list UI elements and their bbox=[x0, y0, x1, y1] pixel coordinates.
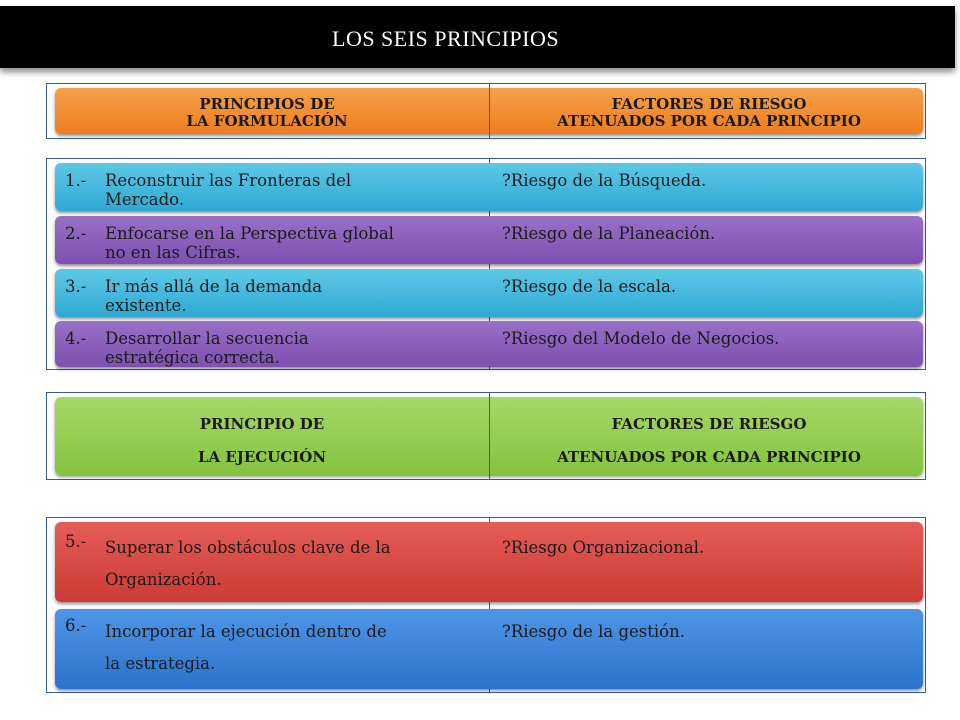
formulation-header-table bbox=[46, 83, 926, 139]
row-number: 4.- bbox=[65, 329, 87, 348]
formulation-header-right: FACTORES DE RIESGO ATENUADOS POR CADA PRINCIPIO bbox=[557, 95, 861, 130]
principle-text: Reconstruir las Fronteras del Mercado. bbox=[105, 171, 352, 209]
risk-text: ?Riesgo de la Búsqueda. bbox=[502, 171, 707, 190]
execution-header-table bbox=[46, 392, 926, 480]
title-bar bbox=[0, 6, 955, 68]
page-title: LOS SEIS PRINCIPIOS bbox=[332, 26, 560, 51]
row-number: 5.- bbox=[65, 532, 87, 551]
principle-text: Desarrollar la secuencia estratégica correcta. bbox=[105, 329, 309, 367]
row-number: 1.- bbox=[65, 171, 87, 190]
row-number: 2.- bbox=[65, 224, 87, 243]
principle-text: Enfocarse en la Perspectiva global no en las Cifras. bbox=[105, 224, 394, 262]
principle-text: Incorporar la ejecución dentro de la estrategia. bbox=[105, 622, 387, 673]
execution-table bbox=[46, 517, 926, 693]
row-number: 6.- bbox=[65, 616, 87, 635]
risk-text: ?Riesgo Organizacional. bbox=[502, 538, 705, 557]
execution-header-right: FACTORES DE RIESGO ATENUADOS POR CADA PRINCIPIO bbox=[557, 415, 861, 466]
principle-text: Ir más allá de la demanda existente. bbox=[105, 277, 323, 315]
risk-text: ?Riesgo de la escala. bbox=[502, 277, 677, 296]
risk-text: ?Riesgo de la gestión. bbox=[502, 622, 685, 641]
risk-text: ?Riesgo del Modelo de Negocios. bbox=[502, 329, 780, 348]
row-number: 3.- bbox=[65, 277, 87, 296]
formulation-table bbox=[46, 158, 926, 370]
principle-text: Superar los obstáculos clave de la Organización. bbox=[105, 538, 391, 589]
execution-header-left: PRINCIPIO DE LA EJECUCIÓN bbox=[197, 415, 327, 466]
formulation-header-left: PRINCIPIOS DE LA FORMULACIÓN bbox=[186, 95, 348, 130]
risk-text: ?Riesgo de la Planeación. bbox=[502, 224, 716, 243]
